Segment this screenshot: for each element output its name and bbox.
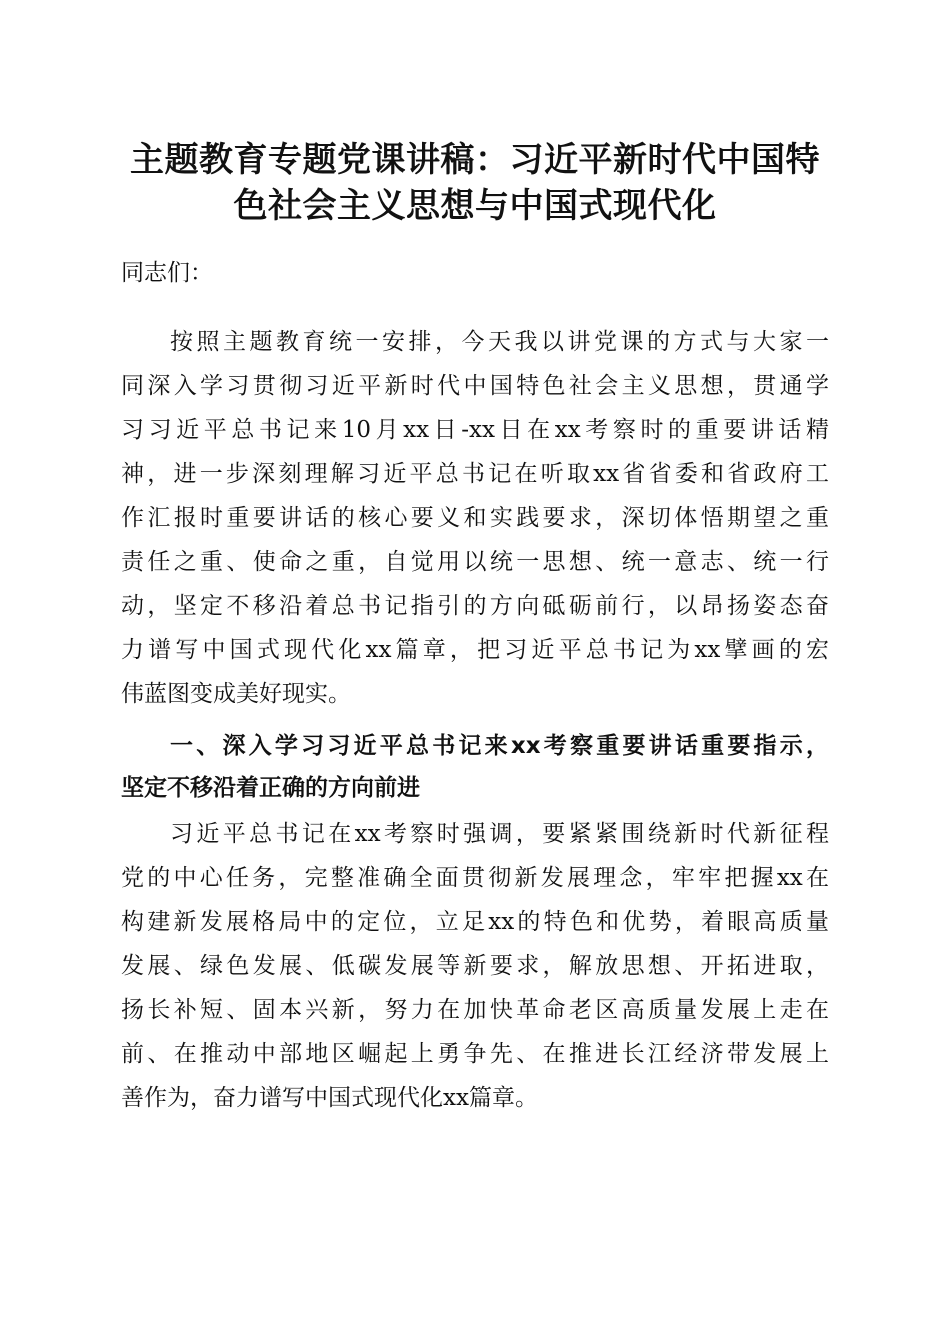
paragraph-line: 动，坚定不移沿着总书记指引的方向砥砺前行，以昂扬姿态奋 — [121, 593, 829, 619]
paragraph-line: 习近平总书记在xx考察时强调，要紧紧围绕新时代新征程 — [170, 821, 829, 847]
salutation: 同志们： — [121, 260, 213, 286]
paragraph-line: 同深入学习贯彻习近平新时代中国特色社会主义思想，贯通学 — [121, 373, 829, 399]
document-title-line-2: 色社会主义思想与中国式现代化 — [233, 186, 717, 226]
paragraph-line: 伟蓝图变成美好现实。 — [121, 681, 351, 707]
section-heading-line: 坚定不移沿着正确的方向前进 — [121, 775, 420, 801]
paragraph-line: 善作为，奋力谱写中国式现代化xx篇章。 — [121, 1085, 538, 1111]
paragraph-line: 神，进一步深刻理解习近平总书记在听取xx省省委和省政府工 — [121, 461, 829, 487]
paragraph-line: 责任之重、使命之重，自觉用以统一思想、统一意志、统一行 — [121, 549, 829, 575]
paragraph-line: 构建新发展格局中的定位，立足xx的特色和优势，着眼高质量 — [121, 909, 829, 935]
document-title-line-1: 主题教育专题党课讲稿：习近平新时代中国特 — [130, 140, 820, 180]
paragraph-line: 习习近平总书记来10月xx日-xx日在xx考察时的重要讲话精 — [121, 417, 829, 443]
paragraph-line: 党的中心任务，完整准确全面贯彻新发展理念，牢牢把握xx在 — [121, 865, 829, 891]
paragraph-line: 作汇报时重要讲话的核心要义和实践要求，深切体悟期望之重 — [121, 505, 829, 531]
paragraph-line: 发展、绿色发展、低碳发展等新要求，解放思想、开拓进取， — [121, 953, 829, 979]
section-heading-line: 一、深入学习习近平总书记来xx考察重要讲话重要指示， — [170, 733, 829, 759]
paragraph-line: 扬长补短、固本兴新，努力在加快革命老区高质量发展上走在 — [121, 997, 829, 1023]
paragraph-line: 按照主题教育统一安排，今天我以讲党课的方式与大家一 — [170, 329, 829, 355]
paragraph-line: 前、在推动中部地区崛起上勇争先、在推进长江经济带发展上 — [121, 1041, 829, 1067]
paragraph-line: 力谱写中国式现代化xx篇章，把习近平总书记为xx擘画的宏 — [121, 637, 829, 663]
